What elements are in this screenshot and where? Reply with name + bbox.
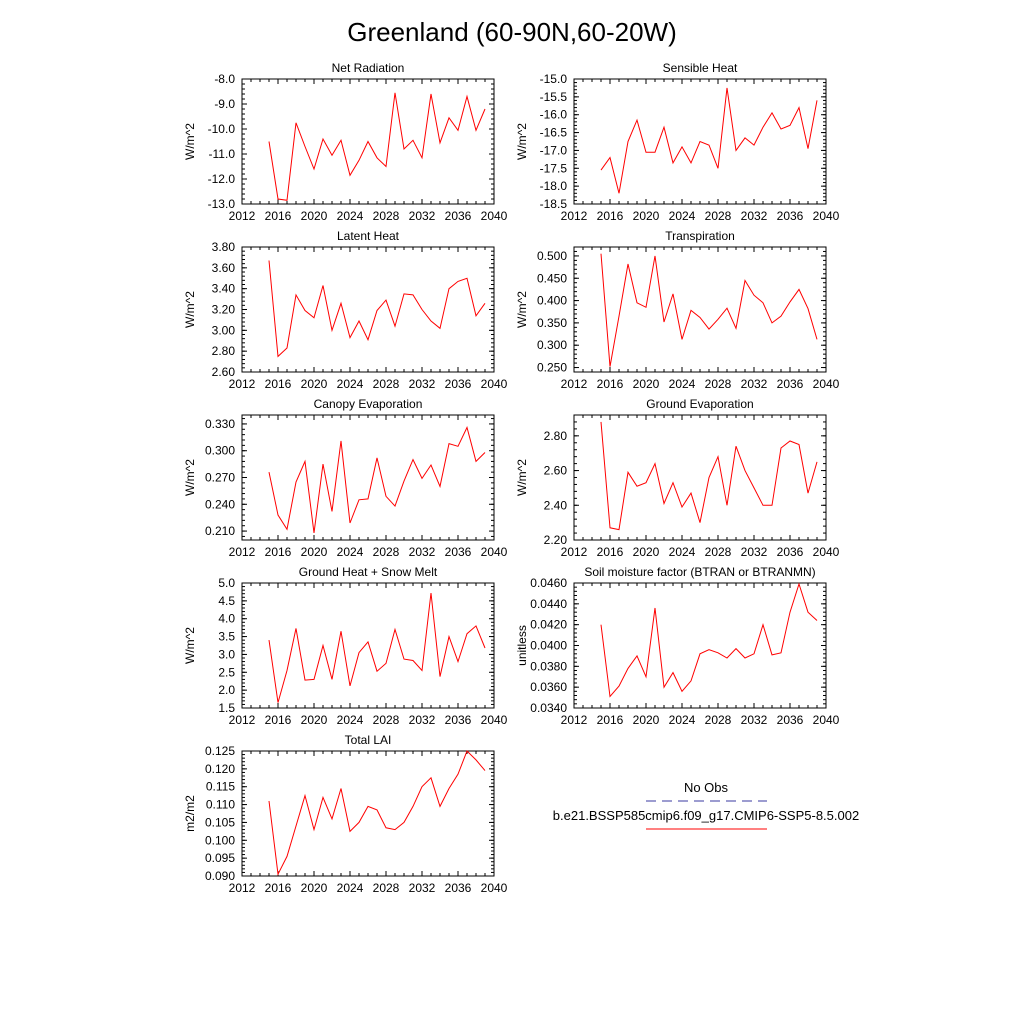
x-tick-label: 2016	[596, 545, 624, 559]
x-tick-label: 2032	[740, 545, 768, 559]
x-tick-label: 2012	[560, 209, 588, 223]
y-tick-label: 0.300	[536, 338, 567, 353]
y-axis-label: unitless	[515, 625, 529, 666]
series-line-model	[601, 584, 817, 697]
panel-title: Sensible Heat	[662, 61, 738, 75]
y-tick-label: 3.80	[211, 240, 235, 254]
y-tick-label: 0.0360	[530, 680, 567, 695]
x-tick-label: 2024	[668, 377, 696, 391]
series-line-model	[269, 751, 485, 874]
y-tick-label: -12.0	[207, 172, 235, 186]
y-tick-label: 0.400	[536, 293, 567, 308]
y-tick-label: 3.20	[211, 302, 235, 317]
x-tick-label: 2016	[596, 209, 624, 223]
x-tick-label: 2024	[336, 377, 364, 391]
y-tick-label: 0.110	[205, 797, 235, 812]
y-tick-label: 0.105	[204, 815, 235, 830]
x-tick-label: 2012	[560, 545, 588, 559]
x-tick-label: 2016	[264, 209, 292, 223]
x-tick-label: 2040	[812, 377, 840, 391]
x-tick-label: 2028	[704, 545, 732, 559]
y-axis-label: m2/m2	[183, 795, 197, 832]
y-tick-label: 2.0	[218, 683, 235, 698]
panel-ground-evaporation	[515, 397, 840, 559]
y-tick-label: 0.0440	[530, 596, 567, 611]
y-tick-label: -11.0	[208, 147, 235, 161]
x-tick-label: 2024	[668, 209, 696, 223]
x-tick-label: 2040	[812, 209, 840, 223]
x-tick-label: 2032	[408, 881, 436, 895]
x-tick-label: 2040	[812, 713, 840, 727]
y-tick-label: 0.0400	[530, 638, 567, 653]
panel-title: Net Radiation	[331, 61, 405, 75]
legend-obs-label: No Obs	[683, 780, 729, 795]
series-line-model	[269, 261, 485, 357]
x-tick-label: 2036	[444, 545, 472, 559]
x-tick-label: 2020	[300, 881, 328, 895]
y-tick-label: 3.40	[211, 281, 235, 296]
x-tick-label: 2032	[408, 209, 436, 223]
x-tick-label: 2024	[668, 713, 696, 727]
panel-title: Soil moisture factor (BTRAN or BTRANMN)	[584, 565, 816, 579]
y-tick-label: -15.0	[539, 72, 567, 86]
panel-ground-heat-snow-melt	[183, 565, 508, 727]
y-tick-label: -13.0	[207, 197, 235, 211]
x-tick-label: 2024	[336, 209, 364, 223]
y-axis-label: W/m^2	[515, 123, 529, 160]
x-tick-label: 2040	[812, 545, 840, 559]
y-tick-label: 0.0420	[530, 617, 567, 632]
y-axis-label: W/m^2	[183, 627, 197, 664]
y-tick-label: 0.0460	[530, 576, 567, 590]
panel-title: Ground Evaporation	[646, 397, 754, 411]
x-tick-label: 2016	[596, 377, 624, 391]
x-tick-label: 2036	[444, 209, 472, 223]
panel-sensible-heat	[515, 61, 840, 223]
figure-title: Greenland (60-90N,60-20W)	[347, 17, 677, 47]
y-tick-label: 0.500	[536, 248, 567, 263]
y-tick-label: 2.80	[543, 428, 567, 443]
x-tick-label: 2040	[480, 209, 508, 223]
x-tick-label: 2036	[444, 713, 472, 727]
plot-frame	[242, 751, 494, 876]
y-tick-label: 2.20	[543, 533, 567, 547]
y-tick-label: 0.125	[204, 744, 235, 758]
y-tick-label: 0.250	[536, 360, 567, 375]
x-tick-label: 2020	[300, 377, 328, 391]
x-tick-label: 2028	[704, 377, 732, 391]
y-tick-label: 1.5	[218, 701, 235, 715]
panel-title: Ground Heat + Snow Melt	[298, 565, 438, 579]
x-tick-label: 2032	[408, 377, 436, 391]
y-tick-label: 0.0340	[530, 701, 567, 715]
x-tick-label: 2020	[632, 377, 660, 391]
y-tick-label: 0.450	[536, 271, 567, 286]
y-tick-label: 0.090	[204, 869, 235, 883]
x-tick-label: 2036	[444, 377, 472, 391]
x-tick-label: 2028	[372, 209, 400, 223]
x-tick-label: 2032	[408, 545, 436, 559]
y-tick-label: 5.0	[218, 576, 235, 590]
x-tick-label: 2024	[668, 545, 696, 559]
y-tick-label: 2.5	[218, 665, 235, 680]
y-tick-label: 0.330	[204, 416, 235, 431]
x-tick-label: 2016	[264, 545, 292, 559]
x-tick-label: 2016	[596, 713, 624, 727]
x-tick-label: 2036	[776, 377, 804, 391]
x-tick-label: 2040	[480, 713, 508, 727]
x-tick-label: 2036	[776, 713, 804, 727]
plot-frame	[574, 247, 826, 372]
x-tick-label: 2040	[480, 881, 508, 895]
y-tick-label: 0.240	[204, 497, 235, 512]
y-tick-label: 3.5	[218, 629, 235, 644]
panel-title: Transpiration	[665, 229, 735, 243]
panel-title: Latent Heat	[336, 229, 400, 243]
y-tick-label: 2.60	[543, 463, 567, 478]
y-tick-label: 0.095	[204, 851, 235, 866]
x-tick-label: 2016	[264, 377, 292, 391]
y-tick-label: -8.0	[214, 72, 235, 86]
plot-frame	[242, 415, 494, 540]
y-tick-label: 2.80	[211, 344, 235, 359]
series-line-model	[601, 88, 817, 193]
plot-frame	[242, 583, 494, 708]
x-tick-label: 2012	[228, 881, 256, 895]
panel-net-radiation	[183, 61, 508, 223]
legend	[553, 780, 859, 829]
chart-panels	[183, 61, 840, 895]
y-tick-label: -16.5	[539, 125, 567, 140]
x-tick-label: 2028	[704, 713, 732, 727]
x-tick-label: 2040	[480, 377, 508, 391]
y-tick-label: -18.5	[539, 197, 567, 211]
series-line-model	[269, 93, 485, 201]
y-axis-label: W/m^2	[515, 291, 529, 328]
x-tick-label: 2028	[704, 209, 732, 223]
y-tick-label: 0.270	[204, 470, 235, 485]
x-tick-label: 2032	[740, 713, 768, 727]
x-tick-label: 2020	[632, 545, 660, 559]
y-tick-label: 0.210	[204, 524, 235, 539]
x-tick-label: 2036	[776, 209, 804, 223]
panel-title: Canopy Evaporation	[313, 397, 423, 411]
x-tick-label: 2012	[228, 209, 256, 223]
panel-soil-moisture-factor	[515, 565, 840, 727]
y-axis-label: W/m^2	[183, 291, 197, 328]
x-tick-label: 2020	[632, 713, 660, 727]
x-tick-label: 2028	[372, 881, 400, 895]
y-tick-label: 0.100	[204, 833, 235, 848]
x-tick-label: 2040	[480, 545, 508, 559]
x-tick-label: 2028	[372, 713, 400, 727]
x-tick-label: 2020	[632, 209, 660, 223]
y-axis-label: W/m^2	[515, 459, 529, 496]
plot-frame	[574, 583, 826, 708]
x-tick-label: 2020	[300, 209, 328, 223]
y-tick-label: -17.0	[539, 143, 567, 158]
y-tick-label: 0.120	[204, 761, 235, 776]
series-line-model	[601, 254, 817, 367]
x-tick-label: 2024	[336, 713, 364, 727]
y-axis-label: W/m^2	[183, 459, 197, 496]
x-tick-label: 2012	[560, 377, 588, 391]
x-tick-label: 2020	[300, 545, 328, 559]
y-axis-label: W/m^2	[183, 123, 197, 160]
y-tick-label: 4.0	[218, 611, 235, 626]
x-tick-label: 2012	[228, 713, 256, 727]
x-tick-label: 2012	[560, 713, 588, 727]
y-tick-label: -9.0	[214, 97, 235, 111]
x-tick-label: 2024	[336, 545, 364, 559]
legend-model-label: b.e21.BSSP585cmip6.f09_g17.CMIP6-SSP5-8.5.002	[552, 808, 860, 823]
x-tick-label: 2036	[776, 545, 804, 559]
y-tick-label: 3.00	[211, 323, 235, 338]
x-tick-label: 2028	[372, 377, 400, 391]
y-tick-label: 0.300	[204, 443, 235, 458]
panel-total-lai	[183, 733, 508, 895]
x-tick-label: 2032	[740, 377, 768, 391]
y-tick-label: -17.5	[539, 161, 567, 176]
panel-title: Total LAI	[344, 733, 392, 747]
x-tick-label: 2016	[264, 881, 292, 895]
panel-canopy-evaporation	[183, 397, 508, 559]
y-tick-label: 4.5	[218, 593, 235, 608]
y-tick-label: 0.350	[536, 315, 567, 330]
x-tick-label: 2032	[408, 713, 436, 727]
series-line-model	[601, 422, 817, 530]
y-tick-label: 2.40	[543, 498, 567, 513]
x-tick-label: 2012	[228, 545, 256, 559]
y-tick-label: -15.5	[539, 89, 567, 104]
y-tick-label: 3.60	[211, 260, 235, 275]
x-tick-label: 2020	[300, 713, 328, 727]
x-tick-label: 2016	[264, 713, 292, 727]
panel-transpiration	[515, 229, 840, 391]
y-tick-label: 0.115	[205, 779, 235, 794]
x-tick-label: 2024	[336, 881, 364, 895]
y-tick-label: 2.60	[211, 365, 235, 379]
x-tick-label: 2032	[740, 209, 768, 223]
x-tick-label: 2036	[444, 881, 472, 895]
y-tick-label: -16.0	[539, 107, 567, 122]
x-tick-label: 2012	[228, 377, 256, 391]
y-tick-label: -18.0	[539, 179, 567, 194]
plot-frame	[242, 247, 494, 372]
y-tick-label: -10.0	[207, 122, 235, 136]
x-tick-label: 2028	[372, 545, 400, 559]
panel-latent-heat	[183, 229, 508, 391]
y-tick-label: 3.0	[218, 647, 235, 662]
series-line-model	[269, 593, 485, 703]
series-line-model	[269, 428, 485, 533]
y-tick-label: 0.0380	[530, 659, 567, 674]
